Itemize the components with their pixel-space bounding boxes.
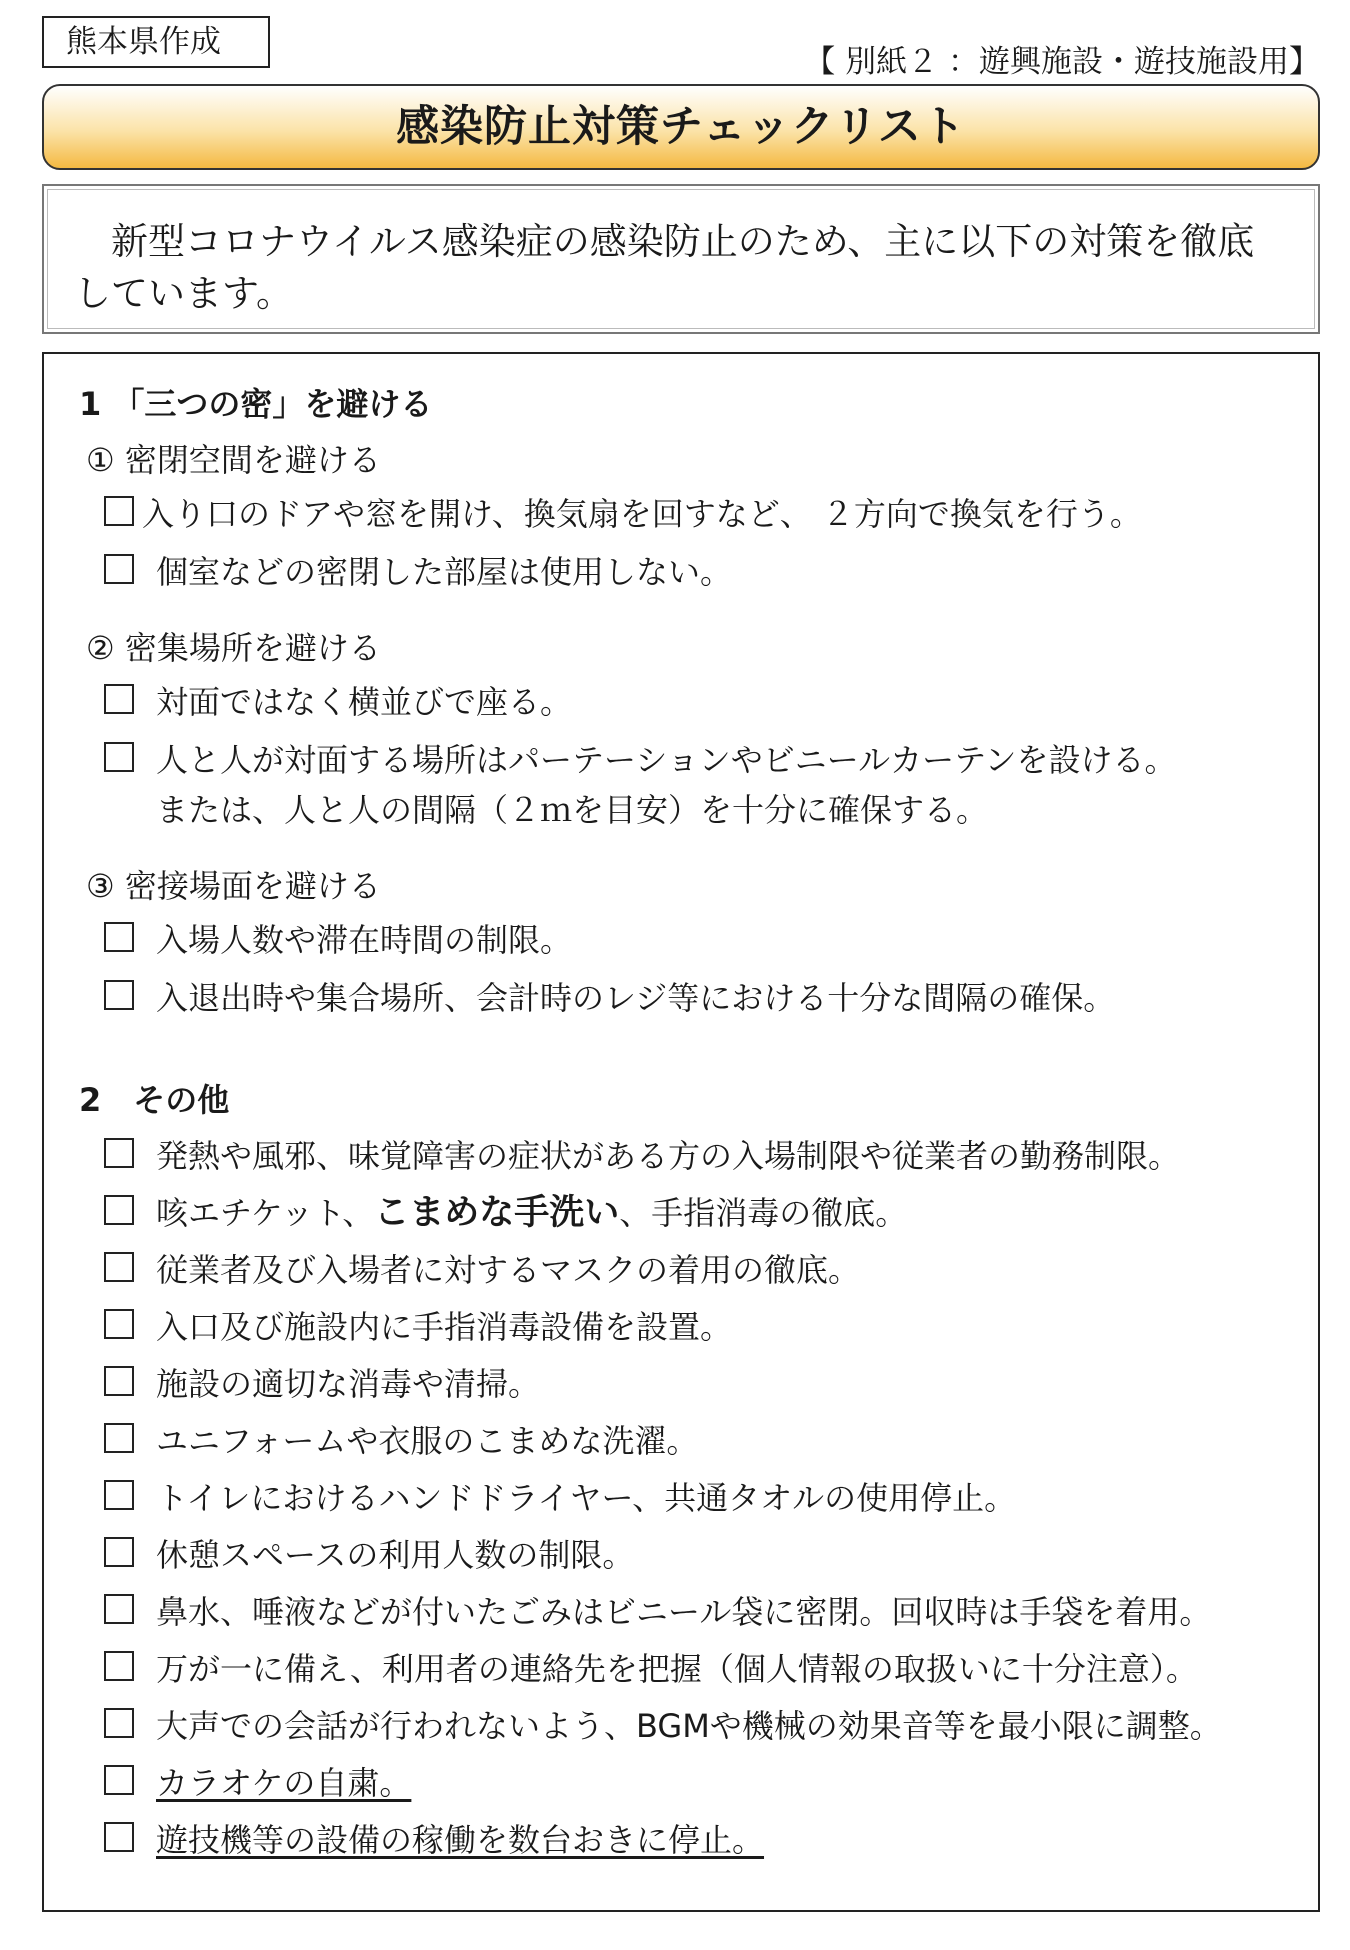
subsection-heading-close-contact: ③ 密接場面を避ける xyxy=(86,867,381,905)
checkbox[interactable] xyxy=(104,1366,134,1396)
checklist-item-text: 施設の適切な消毒や清掃。 xyxy=(156,1365,541,1403)
checkbox[interactable] xyxy=(104,1765,134,1795)
checklist-item-text: 発熱や風邪、味覚障害の症状がある方の入場制限や従業者の勤務制限。 xyxy=(156,1137,1181,1175)
checkbox[interactable] xyxy=(104,554,134,584)
checklist-item-text: 入口及び施設内に手指消毒設備を設置。 xyxy=(156,1308,733,1346)
attachment-label: 【 別紙２ ：遊興施設・遊技施設用】 xyxy=(804,44,1320,80)
checklist-box xyxy=(42,352,1320,1912)
checklist-item-text: 人と人が対面する場所はパーテーションやビニールカーテンを設ける。 xyxy=(156,741,1177,779)
checklist-item-text-emphasis: こまめな手洗い xyxy=(374,1193,620,1233)
checklist-item-text: カラオケの自粛。 xyxy=(156,1764,412,1802)
checkbox[interactable] xyxy=(104,1195,134,1225)
author-label: 熊本県作成 xyxy=(42,16,270,68)
checkbox[interactable] xyxy=(104,1480,134,1510)
checkbox[interactable] xyxy=(104,1822,134,1852)
checklist-item-text: 入り口のドアや窓を開け、換気扇を回すなど、 ２方向で換気を行う。 xyxy=(142,495,1142,533)
checkbox[interactable] xyxy=(104,1537,134,1567)
checklist-item-text: 遊技機等の設備の稼働を数台おきに停止。 xyxy=(156,1821,765,1859)
checklist-item-text: 入退出時や集合場所、会計時のレジ等における十分な間隔の確保。 xyxy=(156,979,1116,1017)
checklist-item-text: 鼻水、唾液などが付いたごみはビニール袋に密閉。回収時は手袋を着用。 xyxy=(156,1593,1212,1631)
intro-text: 新型コロナウイルス感染症の感染防止のため、主に以下の対策を徹底しています。 xyxy=(74,220,1255,315)
checkbox[interactable] xyxy=(104,742,134,772)
checkbox[interactable] xyxy=(104,980,134,1010)
checklist-item-text: トイレにおけるハンドドライヤー、共通タオルの使用停止。 xyxy=(156,1479,1017,1517)
checklist-item-text: 入場人数や滞在時間の制限。 xyxy=(156,921,573,959)
checklist-item-text-pre: 咳エチケット、 xyxy=(156,1194,375,1232)
checklist-item-text: 休憩スペースの利用人数の制限。 xyxy=(156,1536,635,1574)
subsection-heading-closed-spaces: ① 密閉空間を避ける xyxy=(86,441,381,479)
checklist-item-text: 個室などの密閉した部屋は使用しない。 xyxy=(156,553,733,591)
subsection-heading-crowded-places: ② 密集場所を避ける xyxy=(86,629,381,667)
checklist-item-continuation: または、人と人の間隔（２ｍを目安）を十分に確保する。 xyxy=(156,791,989,829)
checklist-item-text xyxy=(156,1191,907,1235)
checkbox[interactable] xyxy=(104,922,134,952)
checkbox[interactable] xyxy=(104,684,134,714)
checklist-item-text: ユニフォームや衣服のこまめな洗濯。 xyxy=(156,1422,699,1460)
checkbox[interactable] xyxy=(104,1651,134,1681)
intro-box xyxy=(42,184,1320,334)
page-title: 感染防止対策チェックリスト xyxy=(42,84,1320,170)
checkbox[interactable] xyxy=(104,1309,134,1339)
section-1-heading: 1 「三つの密」を避ける xyxy=(79,385,433,423)
checkbox[interactable] xyxy=(104,1594,134,1624)
checklist-item-text: 従業者及び入場者に対するマスクの着用の徹底。 xyxy=(156,1251,861,1289)
checklist-item-text: 対面ではなく横並びで座る。 xyxy=(156,683,573,721)
checkbox[interactable] xyxy=(104,496,134,526)
checklist-item-text-post: 、手指消毒の徹底。 xyxy=(619,1194,908,1232)
checklist-item-text: 万が一に備え、利用者の連絡先を把握（個人情報の取扱いに十分注意）。 xyxy=(156,1650,1198,1688)
checkbox[interactable] xyxy=(104,1138,134,1168)
section-2-heading: 2 その他 xyxy=(79,1081,230,1119)
checkbox[interactable] xyxy=(104,1423,134,1453)
checklist-item-text: 大声での会話が行われないよう、BGMや機械の効果音等を最小限に調整。 xyxy=(156,1707,1222,1745)
checkbox[interactable] xyxy=(104,1708,134,1738)
checkbox[interactable] xyxy=(104,1252,134,1282)
